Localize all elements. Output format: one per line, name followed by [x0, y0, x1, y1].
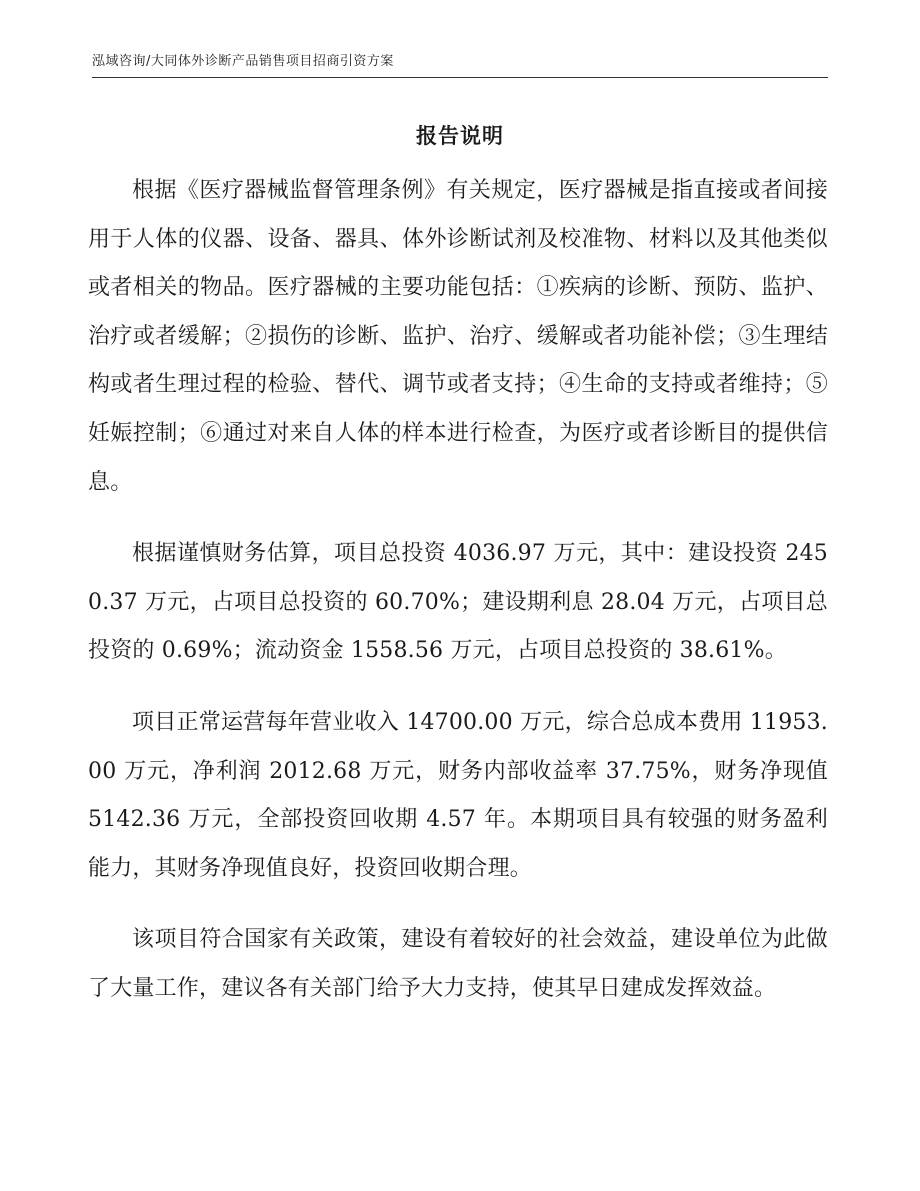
paragraph-definition: 根据《医疗器械监督管理条例》有关规定，医疗器械是指直接或者间接用于人体的仪器、设备、器具、体外诊断试剂及校准物、材料以及其他类似或者相关的物品。医疗器械的主要功能包括：①疾病的诊断、预防、监护、治疗或者缓解；②损伤的诊断、监护、治疗、缓解或者功能补偿；③生理结构或者生理过程的检验、替代、调节或者支持；④生命的支持或者维持；⑤妊娠控制；⑥通过对来自人体的样本进行检查，为医疗或者诊断目的提供信息。 [88, 178, 828, 495]
running-header: 泓域咨询/大同体外诊断产品销售项目招商引资方案 [92, 54, 394, 69]
paragraph-conclusion: 该项目符合国家有关政策，建设有着较好的社会效益，建设单位为此做了大量工作，建议各有关部门给予大力支持，使其早日建成发挥效益。 [88, 927, 828, 1001]
paragraph-investment: 根据谨慎财务估算，项目总投资 4036.97 万元，其中：建设投资 2450.37 万元，占项目总投资的 60.70%；建设期利息 28.04 万元，占项目总投资的 0.69%；流动资金 1558.56 万元，占项目总投资的 38.61%。 [88, 541, 828, 664]
paragraph-financials: 项目正常运营每年营业收入 14700.00 万元，综合总成本费用 11953.00 万元，净利润 2012.68 万元，财务内部收益率 37.75%，财务净现值 5142.36 万元，全部投资回收期 4.57 年。本期项目具有较强的财务盈利能力，其财务净现值良好，投资回收期合理。 [88, 709, 828, 881]
document-body [88, 167, 828, 1014]
page-title: 报告说明 [416, 124, 504, 148]
header-divider [92, 77, 828, 78]
